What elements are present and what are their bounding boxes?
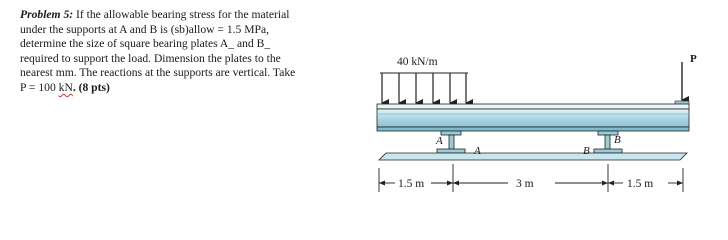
problem-text-line: under the supports at A and B is (sb)allow = 1.5 MPa,	[20, 22, 270, 36]
dimension-right-label: 1.5 m	[627, 178, 654, 190]
load-value-text: P = 100	[20, 80, 59, 94]
support-b-plate-label: B	[583, 145, 590, 157]
dimension-middle-label: 3 m	[516, 178, 534, 190]
support-b-top-label: B	[614, 134, 621, 146]
problem-text-line: required to support the load. Dimension the plates to the	[20, 51, 281, 65]
support-b-plate	[594, 149, 622, 153]
support-a-plate	[437, 149, 465, 153]
ground	[379, 153, 687, 160]
problem-text-line: If the allowable bearing stress for the material	[73, 8, 290, 21]
dimension-arrowhead	[602, 181, 608, 186]
support-a-top-label: A	[436, 135, 443, 147]
ground-slab	[379, 153, 687, 160]
distributed-load	[380, 73, 468, 103]
dimension-arrowhead	[608, 181, 614, 186]
support-a-post	[449, 135, 454, 149]
support-a-cap	[441, 131, 461, 135]
points-text: . (8 pts)	[72, 80, 110, 94]
beam	[377, 104, 689, 131]
distributed-load-label: 40 kN/m	[397, 56, 438, 68]
problem-text-line: determine the size of square bearing plates A_ and B_	[20, 37, 271, 51]
problem-text-line: nearest mm. The reactions at the supports are vertical. Take	[20, 66, 296, 80]
beam-web	[377, 109, 689, 127]
dimension-left-label: 1.5 m	[398, 178, 425, 190]
beam-bottom-flange	[377, 127, 689, 131]
dimension-arrowhead	[677, 181, 683, 186]
dimension-arrowhead	[453, 181, 459, 186]
problem-label: Problem 5:	[20, 8, 74, 21]
dimension-arrowhead	[447, 181, 453, 186]
support-b-post	[605, 135, 610, 149]
dimension-arrowhead	[379, 181, 385, 186]
support-a-plate-label: A	[474, 145, 481, 157]
spellcheck-flagged-unit: kN	[58, 80, 73, 94]
point-load-label: P	[690, 53, 697, 65]
beam-top-flange	[377, 104, 689, 109]
